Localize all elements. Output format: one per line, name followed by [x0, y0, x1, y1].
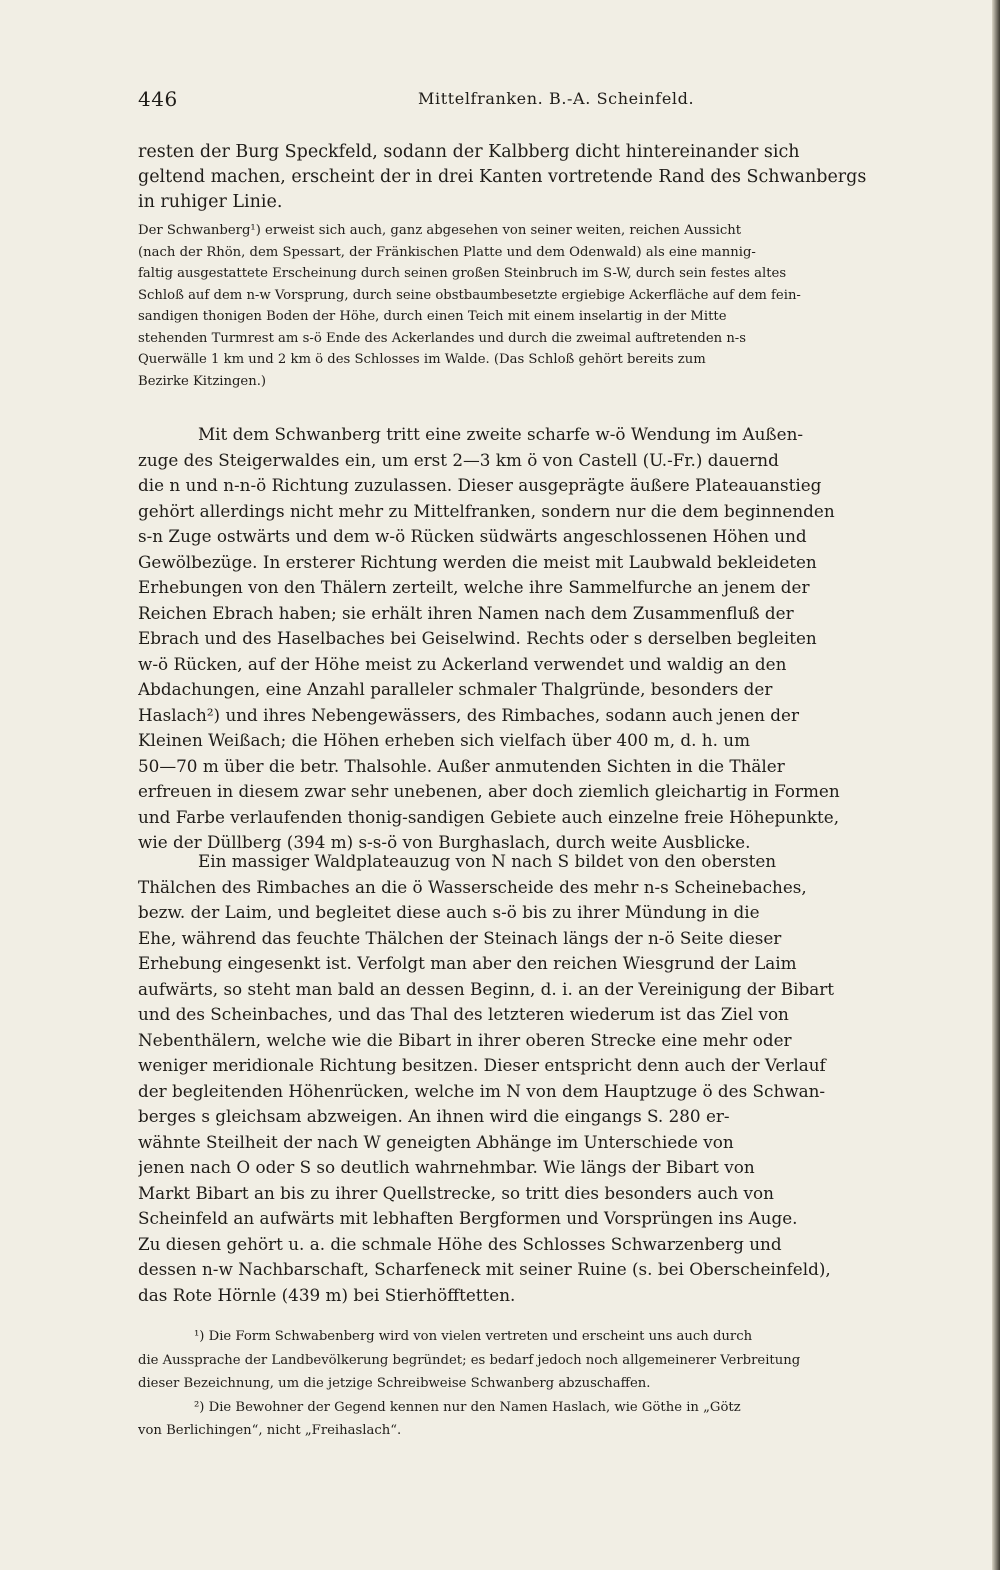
footnote-line: von Berlichingen“, nicht „Freihaslach“.	[138, 1423, 402, 1438]
text-line: w-ö Rücken, auf der Höhe meist zu Ackerland verwendet und waldig an den	[138, 653, 787, 674]
running-head: Mittelfranken. B.-A. Scheinfeld.	[418, 89, 695, 108]
text-line: das Rote Hörnle (439 m) bei Stierhöfftetten.	[138, 1284, 516, 1305]
text-line: Ehe, während das feuchte Thälchen der Steinach längs der n-ö Seite dieser	[138, 927, 782, 948]
text-line: Gewölbezüge. In ersterer Richtung werden die meist mit Laubwald bekleideten	[138, 551, 817, 572]
text-line: Erhebungen von den Thälern zerteilt, welche ihre Sammelfurche an jenem der	[138, 577, 810, 597]
text-line: zuge des Steigerwaldes ein, um erst 2—3 km ö von Castell (U.-Fr.) dauernd	[138, 449, 779, 470]
text-line: Thälchen des Rimbaches an die ö Wasserscheide des mehr n-s Scheinebaches,	[138, 876, 807, 897]
text-line: Nebenthälern, welche wie die Bibart in ihrer oberen Strecke eine mehr oder	[138, 1029, 792, 1050]
text-line: bezw. der Laim, und begleitet diese auch s-ö bis zu ihrer Mündung in die	[138, 902, 760, 922]
text-line: resten der Burg Speckfeld, sodann der Kalbberg dicht hintereinander sich	[138, 142, 800, 162]
footnote-line: dieser Bezeichnung, um die jetzige Schreibweise Schwanberg abzuschaffen.	[138, 1376, 651, 1391]
text-line: geltend machen, erscheint der in drei Kanten vortretende Rand des Schwanbergs	[138, 167, 867, 187]
text-line: die n und n-n-ö Richtung zuzulassen. Dieser ausgeprägte äußere Plateauanstieg	[138, 475, 822, 495]
text-line: aufwärts, so steht man bald an dessen Beginn, d. i. an der Vereinigung der Bibart	[138, 978, 834, 999]
text-line: Markt Bibart an bis zu ihrer Quellstrecke, so tritt dies besonders auch von	[138, 1182, 774, 1203]
text-line: wähnte Steilheit der nach W geneigten Abhänge im Unterschiede von	[138, 1131, 734, 1152]
text-line: weniger meridionale Richtung besitzen. Dieser entspricht denn auch der Verlauf	[138, 1055, 826, 1075]
note-line: stehenden Turmrest am s-ö Ende des Ackerlandes und durch die zweimal auftretenden n-s	[138, 330, 747, 346]
text-line: dessen n-w Nachbarschaft, Scharfeneck mit seiner Ruine (s. bei Oberscheinfeld),	[138, 1259, 831, 1279]
note-line: Bezirke Kitzingen.)	[138, 373, 267, 389]
main-paragraph-3	[138, 849, 990, 1308]
text-line: Haslach²) und ihres Nebengewässers, des Rimbaches, sodann auch jenen der	[138, 704, 799, 725]
small-print-paragraph	[138, 220, 990, 392]
text-line: der begleitenden Höhenrücken, welche im N von dem Hauptzuge ö des Schwan-	[138, 1080, 826, 1101]
scan-edge	[992, 0, 1000, 1570]
text-line: in ruhiger Linie.	[138, 192, 283, 212]
text-line: Abdachungen, eine Anzahl paralleler schmaler Thalgründe, besonders der	[138, 679, 773, 699]
text-line: Reichen Ebrach haben; sie erhält ihren Namen nach dem Zusammenfluß der	[138, 602, 794, 623]
text-line: Erhebung eingesenkt ist. Verfolgt man aber den reichen Wiesgrund der Laim	[138, 953, 797, 973]
text-line: berges s gleichsam abzweigen. An ihnen wird die eingangs S. 280 er-	[138, 1106, 730, 1126]
text-line: Scheinfeld an aufwärts mit lebhaften Bergformen und Vorsprüngen ins Auge.	[138, 1208, 798, 1228]
note-line: (nach der Rhön, dem Spessart, der Fränkischen Platte und dem Odenwald) als eine mannig-	[138, 244, 756, 260]
text-line: und Farbe verlaufenden thonig-sandigen Gebiete auch einzelne freie Höhepunkte,	[138, 806, 840, 827]
main-paragraph-1	[138, 140, 990, 215]
text-line: und des Scheinbaches, und das Thal des letzteren wiederum ist das Ziel von	[138, 1004, 789, 1024]
text-line: Mit dem Schwanberg tritt eine zweite scharfe w-ö Wendung im Außen-	[198, 424, 804, 444]
main-paragraph-2	[138, 422, 990, 856]
page-header	[138, 86, 988, 116]
text-line: 50—70 m über die betr. Thalsohle. Außer anmutenden Sichten in die Thäler	[138, 755, 785, 776]
note-line: faltig ausgestattete Erscheinung durch seinen großen Steinbruch im S-W, durch sein festes altes	[138, 266, 787, 281]
page-number: 446	[138, 87, 178, 111]
text-line: Ebrach und des Haselbaches bei Geiselwind. Rechts oder s derselben begleiten	[138, 628, 817, 648]
note-line: sandigen thonigen Boden der Höhe, durch einen Teich mit einem inselartig in der Mitte	[138, 309, 727, 324]
text-line: wie der Düllberg (394 m) s-s-ö von Burghaslach, durch weite Ausblicke.	[138, 832, 751, 852]
note-line: Querwälle 1 km und 2 km ö des Schlosses im Walde. (Das Schloß gehört bereits zum	[138, 352, 706, 367]
footnote-line: die Aussprache der Landbevölkerung begründet; es bedarf jedoch noch allgemeinerer Verbreitung	[138, 1352, 801, 1368]
footnote-line: ²) Die Bewohner der Gegend kennen nur den Namen Haslach, wie Göthe in „Götz	[194, 1399, 741, 1415]
footnotes	[138, 1325, 990, 1443]
text-line: s-n Zuge ostwärts und dem w-ö Rücken südwärts angeschlossenen Höhen und	[138, 526, 807, 546]
text-line: Ein massiger Waldplateauzug von N nach S bildet von den obersten	[198, 851, 777, 871]
text-line: Zu diesen gehört u. a. die schmale Höhe des Schlosses Schwarzenberg und	[138, 1233, 782, 1254]
text-line: erfreuen in diesem zwar sehr unebenen, aber doch ziemlich gleichartig in Formen	[138, 781, 840, 801]
note-line: Schloß auf dem n-w Vorsprung, durch seine obstbaumbesetzte ergiebige Ackerfläche auf dem fein-	[138, 287, 801, 303]
note-line: Der Schwanberg¹) erweist sich auch, ganz abgesehen von seiner weiten, reichen Aussicht	[138, 223, 742, 238]
text-line: jenen nach O oder S so deutlich wahrnehmbar. Wie längs der Bibart von	[138, 1157, 755, 1177]
text-line: gehört allerdings nicht mehr zu Mittelfranken, sondern nur die dem beginnenden	[138, 500, 835, 521]
text-line: Kleinen Weißach; die Höhen erheben sich vielfach über 400 m, d. h. um	[138, 730, 750, 750]
footnote-line: ¹) Die Form Schwabenberg wird von vielen vertreten und erscheint uns auch durch	[194, 1329, 753, 1344]
